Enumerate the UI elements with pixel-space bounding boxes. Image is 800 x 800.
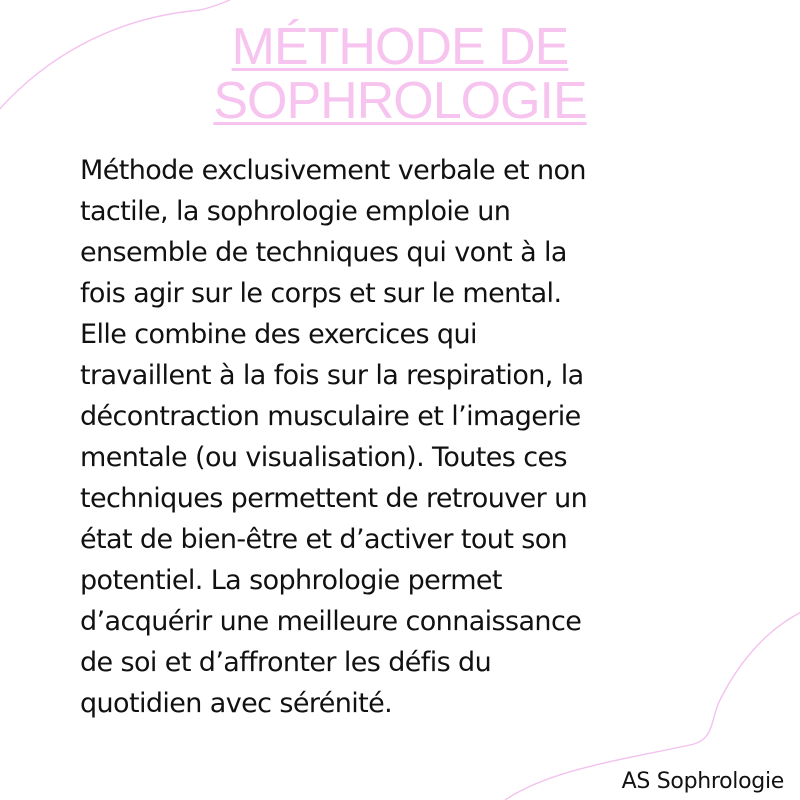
description-paragraph [80, 150, 730, 724]
paragraph-line: fois agir sur le corps et sur le mental. [80, 278, 562, 309]
paragraph-line: potentiel. La sophrologie permet [80, 565, 502, 596]
paragraph-line: d’acquérir une meilleure connaissance [80, 606, 582, 637]
page-title [0, 20, 800, 128]
paragraph-line: travaillent à la fois sur la respiration, la [80, 360, 584, 391]
signature: AS Sophrologie [621, 769, 784, 794]
paragraph-line: quotidien avec sérénité. [80, 688, 393, 719]
paragraph-line: état de bien-être et d’activer tout son [80, 524, 568, 555]
paragraph-line: tactile, la sophrologie emploie un [80, 196, 511, 227]
paragraph-line: de soi et d’affronter les défis du [80, 647, 492, 678]
paragraph-line: Elle combine des exercices qui [80, 319, 477, 350]
paragraph-line: décontraction musculaire et l’imagerie [80, 401, 581, 432]
title-line-2: SOPHROLOGIE [213, 72, 587, 130]
title-line-1: MÉTHODE DE [231, 18, 569, 76]
paragraph-line: Méthode exclusivement verbale et non [80, 155, 586, 186]
paragraph-line: mentale (ou visualisation). Toutes ces [80, 442, 567, 473]
paragraph-line: techniques permettent de retrouver un [80, 483, 588, 514]
paragraph-line: ensemble de techniques qui vont à la [80, 237, 567, 268]
